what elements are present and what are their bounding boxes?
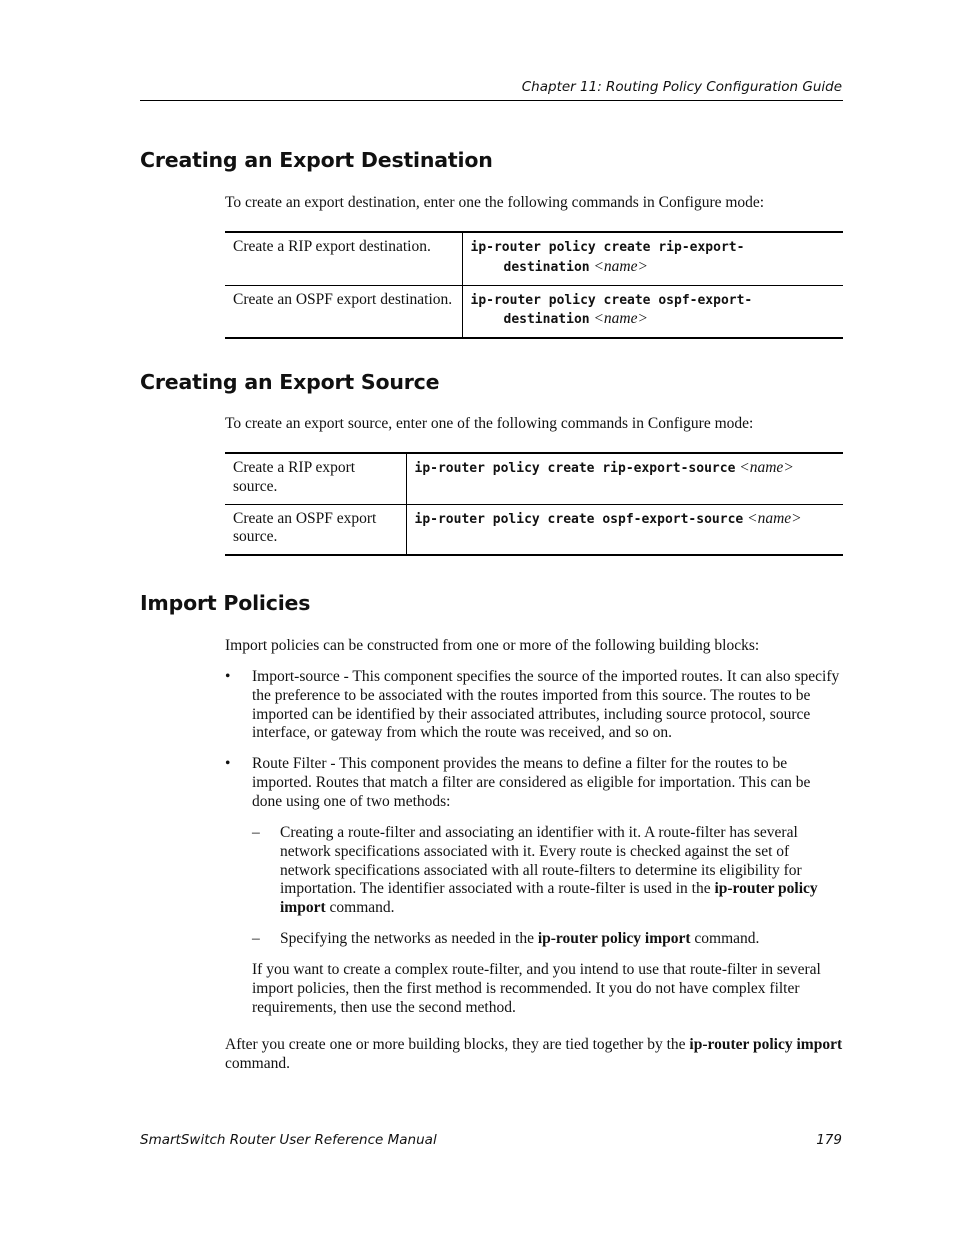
command-cell (462, 285, 843, 338)
command-description: Create an OSPF export source. (225, 504, 406, 555)
table-row (225, 232, 843, 285)
export-destination-intro: To create an export destination, enter one the following commands in Configure mode: (225, 194, 765, 211)
command-description: Create a RIP export destination. (225, 232, 462, 285)
command-name: ip-router policy import (537, 930, 691, 947)
bullet-mark: • (225, 668, 231, 685)
command-description: Create a RIP export source. (225, 453, 406, 504)
command-description: Create an OSPF export destination. (225, 285, 462, 338)
command-text: ip-router policy create rip-export-source (414, 461, 736, 476)
command-text-cont: destination (503, 259, 590, 275)
table-row (225, 453, 843, 504)
footer-manual-title: SmartSwitch Router User Reference Manual (140, 1132, 437, 1148)
note-paragraph: If you want to create a complex route-filter, and you intend to use that route-filter in several import policies, then the first method is recommended. It you do not have complex filter requirements, then use the second method. (252, 961, 821, 1016)
command-text-cont: destination (503, 312, 590, 328)
command-cell (406, 504, 843, 555)
section-heading-export-destination: Creating an Export Destination (140, 148, 493, 172)
page-number: 179 (816, 1132, 842, 1148)
command-text: ip-router policy create ospf-export-source (414, 511, 744, 527)
export-source-table (225, 452, 843, 556)
export-source-intro: To create an export source, enter one of the following commands in Configure mode: (225, 415, 754, 432)
export-destination-table (225, 231, 843, 339)
header-rule (140, 100, 843, 101)
command-argument: <name> (739, 459, 794, 476)
import-policies-intro: Import policies can be constructed from one or more of the following building blocks: (225, 637, 760, 654)
table-row (225, 504, 843, 555)
bullet-mark: • (225, 755, 231, 772)
command-name: ip-router policy import (280, 880, 818, 917)
running-header: Chapter 11: Routing Policy Configuration Guide (521, 79, 842, 95)
bullet-text: Import-source - This component specifies the source of the imported routes. It can also specify the preference to be associated with the routes imported from this source. The routes to be imported can be identified by their associated attributes, including source protocol, source interface, or gateway from which the route was received, and so on. (252, 668, 840, 742)
dash-text: Specifying the networks as needed in the ip-router policy import command. (280, 930, 760, 947)
section-heading-import-policies: Import Policies (140, 591, 311, 615)
bullet-text: Route Filter - This component provides the means to define a filter for the routes to be imported. Routes that match a filter are considered as eligible for importation. This can be done using one of two methods: (252, 755, 811, 810)
dash-mark: – (252, 930, 260, 947)
command-text: ip-router policy create rip-export- (470, 240, 745, 255)
dash-mark: – (252, 824, 260, 841)
command-argument: <name> (747, 509, 802, 527)
command-argument: <name> (593, 310, 648, 328)
command-cell (406, 453, 843, 504)
section-heading-export-source: Creating an Export Source (140, 370, 440, 394)
closing-paragraph: After you create one or more building blocks, they are tied together by the ip-router policy import command. (225, 1036, 843, 1072)
command-name: ip-router policy import (689, 1036, 843, 1053)
command-text: ip-router policy create ospf-export- (470, 292, 753, 308)
command-argument: <name> (593, 257, 648, 275)
dash-text: Creating a route-filter and associating an identifier with it. A route-filter has several network specifications associated with it. Every route is checked against the set of network specifications associated with all route-filters to determine its eligibility for importation. The identifier associated with a route-filter is used in the ip-router policy import command. (280, 824, 818, 917)
command-cell (462, 232, 843, 285)
table-row (225, 285, 843, 338)
